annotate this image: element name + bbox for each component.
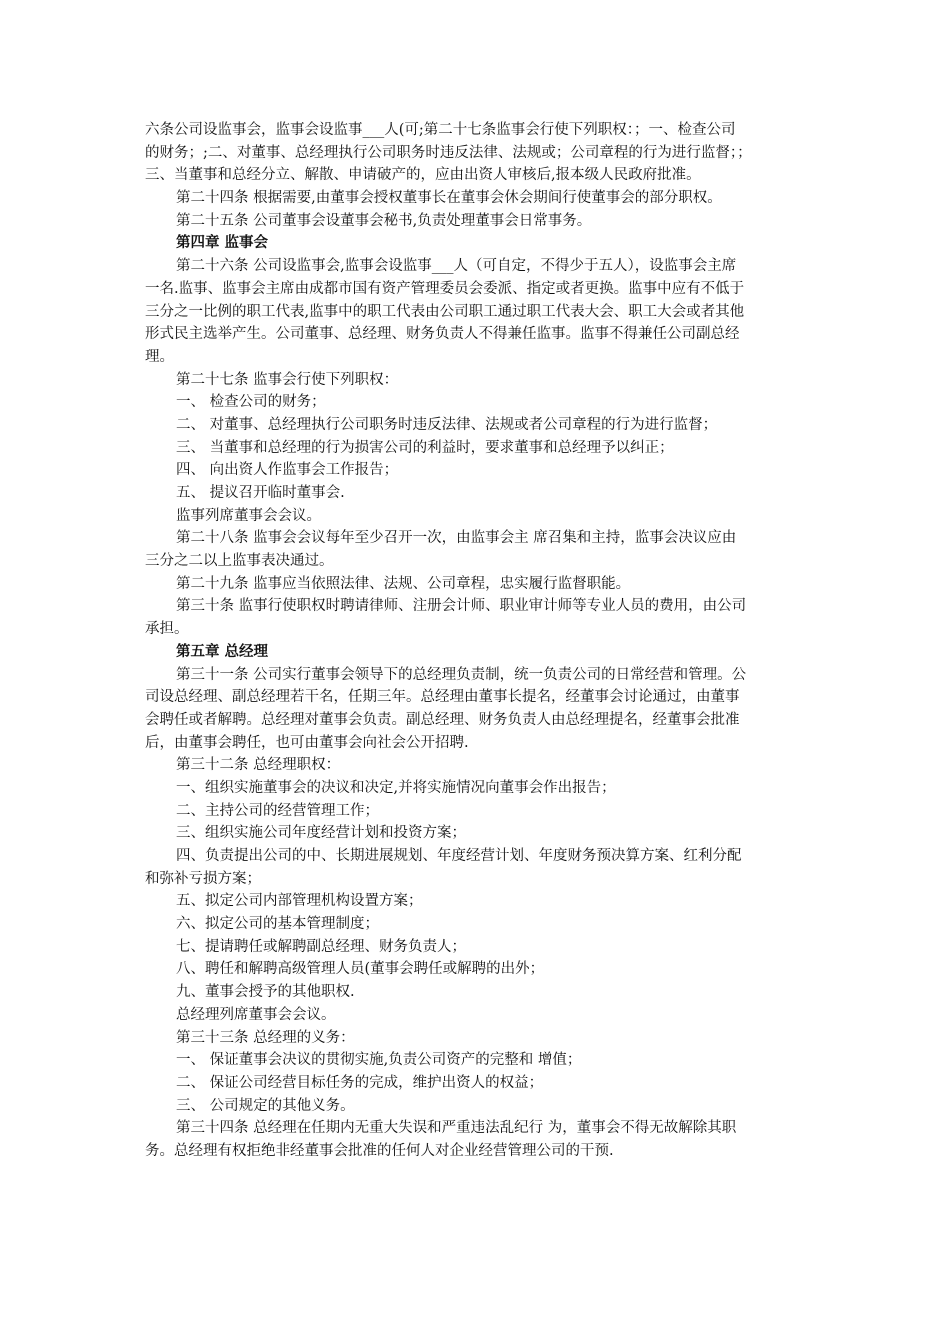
text-line: 理。: [145, 348, 174, 365]
text-line: 形式民主选举产生。公司董事、总经理、财务负责人不得兼任监事。监事不得兼任公司副总经: [145, 326, 740, 343]
text-line: 三、组织实施公司年度经营计划和投资方案；: [176, 825, 466, 842]
document-page: [145, 119, 810, 1163]
text-line: 二、 对董事、总经理执行公司职务时违反法律、法规或者公司章程的行为进行监督；: [176, 416, 718, 433]
text-line: 三分之二以上监事表决通过。: [145, 553, 334, 570]
text-line: 九、董事会授予的其他职权.: [176, 984, 355, 1001]
text-line: 一、 检查公司的财务；: [176, 394, 326, 411]
chapter-heading: 第四章 监事会: [176, 234, 269, 252]
text-line: 一名.监事、监事会主席由成都市国有资产管理委员会委派、指定或者更换。监事中应有不低于: [145, 280, 745, 297]
text-line: 监事列席董事会会议。: [176, 507, 321, 524]
text-line: 第三十二条 总经理职权：: [176, 757, 341, 774]
text-line: 四、 向出资人作监事会工作报告；: [176, 462, 399, 479]
text-line: 三、 当董事和总经理的行为损害公司的利益时，要求董事和总经理予以纠正；: [176, 439, 674, 456]
text-line: 二、主持公司的经营管理工作；: [176, 802, 379, 819]
text-line: 第三十三条 总经理的义务：: [176, 1029, 355, 1046]
text-line: 第三十四条 总经理在任期内无重大失误和严重违法乱纪行 为，董事会不得无故解除其职: [176, 1120, 737, 1137]
text-line: 三、 公司规定的其他义务。: [176, 1097, 355, 1114]
text-line: 第二十八条 监事会会议每年至少召开一次，由监事会主 席召集和主持，监事会决议应由: [176, 530, 737, 547]
text-line: 第三十一条 公司实行董事会领导下的总经理负责制，统一负责公司的日常经营和管理。公: [176, 666, 747, 683]
text-line: 第二十四条 根据需要,由董事会授权董事长在董事会休会期间行使董事会的部分职权。: [176, 190, 722, 207]
text-line: 四、负责提出公司的中、长期进展规划、年度经营计划、年度财务预决算方案、红利分配: [176, 848, 742, 864]
text-line: 八、聘任和解聘高级管理人员(董事会聘任或解聘的出外；: [176, 961, 545, 978]
text-line: 的财务；;二、对董事、总经理执行公司职务时违反法律、法规或；公司章程的行为进行监督；；: [145, 144, 752, 161]
text-line: 五、拟定公司内部管理机构设置方案；: [176, 893, 423, 910]
text-line: 二、 保证公司经营目标任务的完成，维护出资人的权益；: [176, 1074, 544, 1091]
text-line: 一、 保证董事会决议的贯彻实施,负责公司资产的完整和 增值；: [176, 1052, 582, 1069]
text-line: 六、拟定公司的基本管理制度；: [176, 916, 379, 933]
text-line: 承担。: [145, 621, 189, 638]
text-line: 六条公司设监事会，监事会设监事___人(可;第二十七条监事会行使下列职权：；一、检查公司: [145, 122, 736, 138]
text-line: 司设总经理、副总经理若干名，任期三年。总经理由董事长提名，经董事会讨论通过，由董事: [145, 689, 740, 706]
text-line: 三、当董事和总经分立、解散、申请破产的，应由出资人审核后,报本级人民政府批准。: [145, 167, 701, 184]
text-line: 第二十九条 监事应当依照法律、法规、公司章程，忠实履行监督职能。: [176, 575, 631, 592]
text-line: 第二十七条 监事会行使下列职权：: [176, 371, 399, 388]
text-line: 会聘任或者解聘。总经理对董事会负责。副总经理、财务负责人由总经理提名，经董事会批准: [145, 711, 740, 728]
text-line: 七、提请聘任或解聘副总经理、财务负责人；: [176, 938, 466, 955]
text-line: 三分之一比例的职工代表,监事中的职工代表由公司职工通过职工代表大会、职工大会或者其他: [145, 303, 745, 320]
text-line: 务。总经理有权拒绝非经董事会批准的任何人对企业经营管理公司的干预.: [145, 1142, 614, 1159]
text-line: 总经理列席董事会会议。: [176, 1006, 336, 1023]
text-line: 第二十六条 公司设监事会,监事会设监事___人（可自定，不得少于五人），设监事会主席: [176, 258, 737, 275]
text-line: 一、组织实施董事会的决议和决定,并将实施情况向董事会作出报告；: [176, 779, 616, 796]
text-line: 五、 提议召开临时董事会.: [176, 485, 345, 501]
text-line: 后，由董事会聘任，也可由董事会向社会公开招聘.: [145, 734, 469, 751]
text-line: 和弥补亏损方案；: [145, 870, 261, 887]
text-line: 第二十五条 公司董事会设董事会秘书,负责处理董事会日常事务。: [176, 212, 592, 229]
text-line: 第三十条 监事行使职权时聘请律师、注册会计师、职业审计师等专业人员的费用，由公司: [176, 598, 747, 615]
chapter-heading: 第五章 总经理: [176, 642, 269, 660]
